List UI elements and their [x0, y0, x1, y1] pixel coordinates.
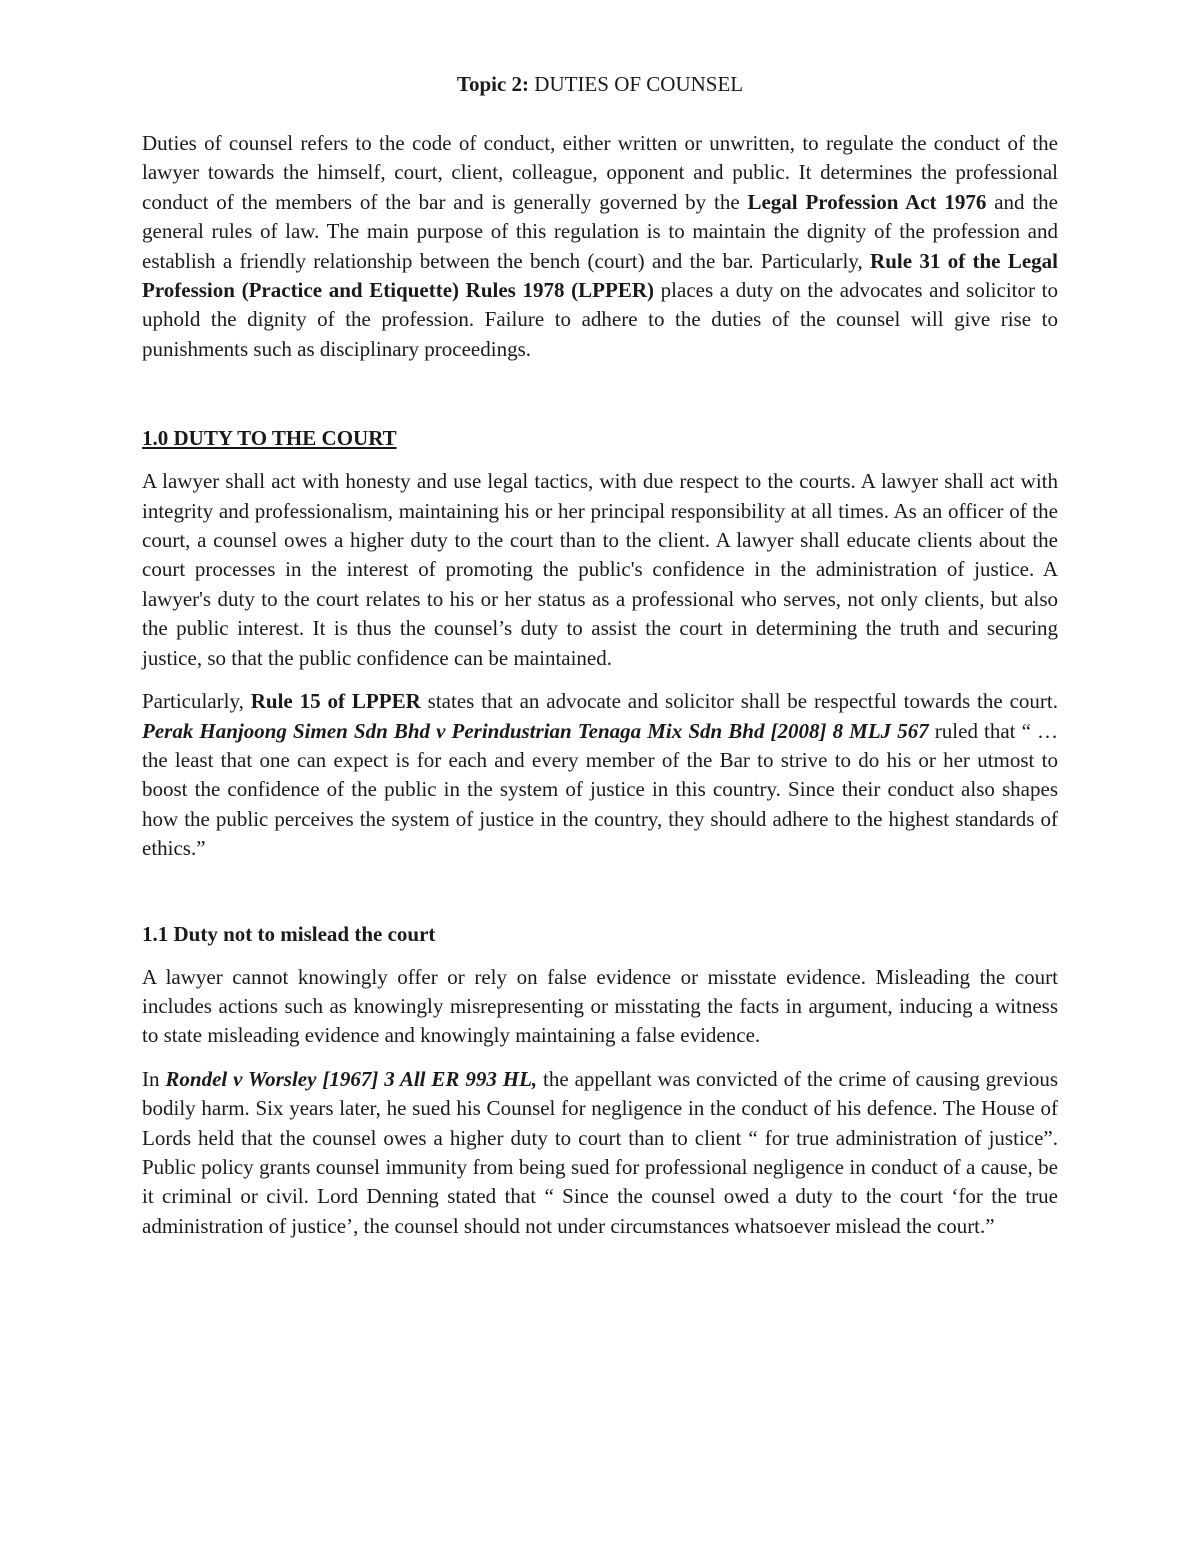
para2-bold-rule-15: Rule 15 of LPPER	[250, 689, 421, 714]
intro-text-3: places a duty on the advocates and solicitor to uphold the dignity of the profession. Failure to adhere to the duties of the counsel will give rise to punishments such as disciplinary proceedings.	[142, 278, 1058, 361]
intro-text-1: Duties of counsel refers to the code of conduct, either written or unwritten, to regulate the conduct of the lawyer towards the himself, court, client, colleague, opponent and public. It determines the professional conduct of the members of the bar and is generally governed by the	[142, 131, 1058, 214]
mislead-paragraph-1: A lawyer cannot knowingly offer or rely on false evidence or misstate evidence. Misleading the court includes actions such as knowingly misrepresenting or misstating the facts in argument, inducing a witness to state misleading evidence and knowingly maintaining a false evidence.	[142, 964, 1058, 1048]
duty-to-court-paragraph-2	[142, 687, 1058, 863]
intro-bold-legal-profession-act: Legal Profession Act 1976	[747, 189, 987, 214]
intro-text-2: and the general rules of law. The main purpose of this regulation is to maintain the dignity of the profession and establish a friendly relationship between the bench (court) and the bar. Particularly,	[142, 189, 1058, 273]
mislead-p2-text-2: the appellant was convicted of the crime of causing grevious bodily harm. Six years later, he sued his Counsel for negligence in the conduct of his defence. The House of Lords held that the counsel owes a higher duty to court than to client “ for true administration of justice”. Public policy grants counsel immunity from being sued for professional negligence in conduct of a cause, be it criminal or civil. Lord Denning stated that “ Since the counsel owed a duty to the court ‘for the true administration of justice’, the counsel should not under circumstances whatsoever mislead the court.”	[142, 1066, 1059, 1238]
mislead-paragraph-2	[142, 1065, 1058, 1241]
case-citation-rondel-v-worsley: Rondel v Worsley [1967] 3 All ER 993 HL,	[165, 1066, 538, 1091]
section-heading-duty-not-to-mislead: 1.1 Duty not to mislead the court	[142, 921, 436, 946]
para2-text-2: states that an advocate and solicitor shall be respectful towards the court.	[420, 689, 1059, 714]
mislead-p2-text-1: In	[142, 1066, 166, 1091]
intro-bold-rule-31: Rule 31 of the Legal Profession (Practice and Etiquette) Rules 1978 (LPPER)	[142, 248, 1058, 303]
intro-paragraph	[142, 129, 1058, 364]
document-page	[142, 70, 1058, 1241]
title-main: DUTIES OF COUNSEL	[534, 72, 744, 96]
section-heading-duty-to-court: 1.0 DUTY TO THE COURT	[142, 426, 397, 451]
page-title	[142, 70, 1058, 99]
para2-text-1: Particularly,	[142, 689, 251, 714]
duty-to-court-paragraph-1: A lawyer shall act with honesty and use legal tactics, with due respect to the courts. A lawyer shall act with integrity and professionalism, maintaining his or her principal responsibility at all times. As an officer of the court, a counsel owes a higher duty to the court than to the client. A lawyer shall educate clients about the court processes in the interest of promoting the public's confidence in the administration of justice. A lawyer's duty to the court relates to his or her status as a professional who serves, not only clients, but also the public interest. It is thus the counsel’s duty to assist the court in determining the truth and securing justice, so that the public confidence can be maintained.	[142, 469, 1058, 670]
case-citation-perak-hanjoong: Perak Hanjoong Simen Sdn Bhd v Perindustrian Tenaga Mix Sdn Bhd [2008] 8 MLJ 567	[142, 718, 929, 743]
para2-text-3: ruled that “ …the least that one can expect is for each and every member of the Bar to strive to do his or her utmost to boost the confidence of the public in the system of justice in this country. Since their conduct also shapes how the public perceives the system of justice in the country, they should adhere to the highest standards of ethics.”	[142, 718, 1058, 861]
title-prefix: Topic 2:	[456, 72, 535, 96]
